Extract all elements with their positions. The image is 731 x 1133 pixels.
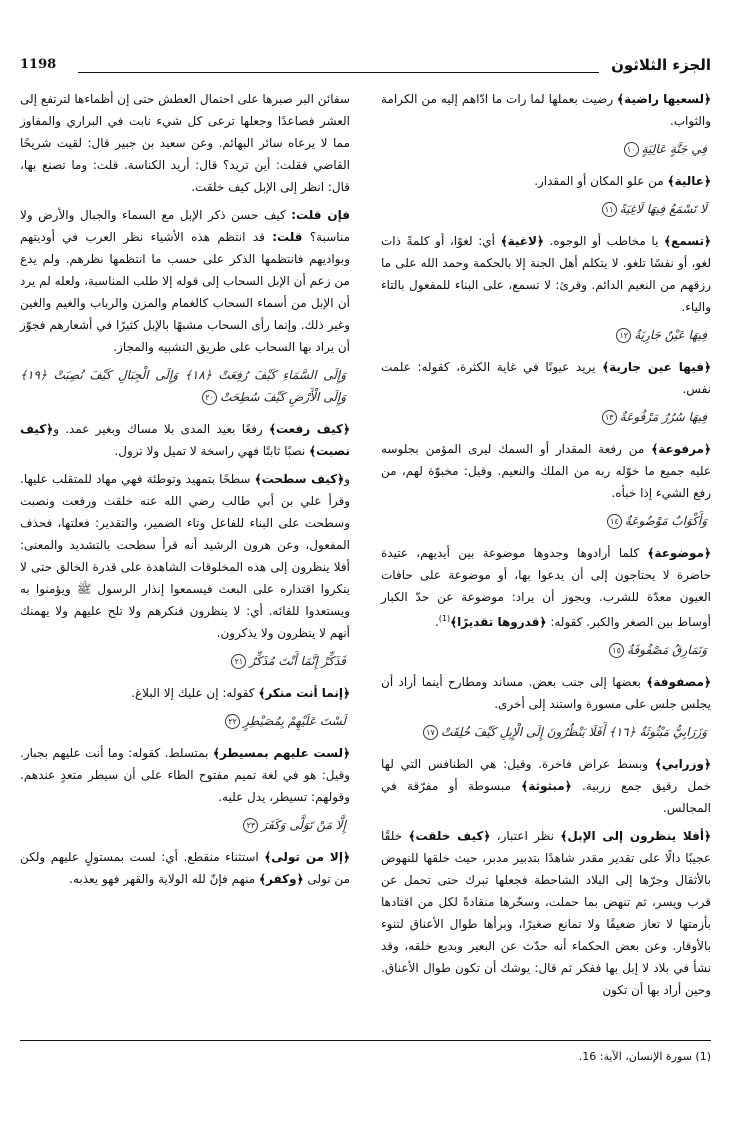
verse-number: ١٣ xyxy=(602,410,617,425)
footnote: (1) سورة الإنسان، الآية: 16. xyxy=(578,1050,711,1063)
page-number: 1198 xyxy=(20,57,57,72)
highlighted-term: ﴿كيف سطحت﴾ xyxy=(254,472,345,486)
left-verse xyxy=(20,814,350,836)
header-rule xyxy=(78,72,599,73)
highlighted-term: ﴿إنما أنت منكر﴾ xyxy=(258,686,350,700)
right-verse xyxy=(381,324,711,346)
highlighted-term: ﴿موضوعة﴾ xyxy=(647,546,711,560)
verse-text: لَا تَسْمَعُ فِيهَا لَاغِيَةً xyxy=(619,202,707,216)
verse-number: ١٢ xyxy=(616,328,631,343)
verse-text: وَإِلَى السَّمَاءِ كَيْفَ رُفِعَتْ ﴿١٨﴾ وَإِلَى الْجِبَالِ كَيْفَ نُصِبَتْ ﴿١٩﴾ وَإِلَى الْأَرْضِ كَيْفَ سُطِحَتْ xyxy=(20,368,346,404)
highlighted-term: ﴿مبثوثة﴾ xyxy=(521,779,572,793)
verse-text: فِي جَنَّةٍ عَالِيَةٍ xyxy=(641,142,707,156)
highlighted-term: ﴿كيف رفعت﴾ xyxy=(268,422,350,436)
verse-number: ١١ xyxy=(602,202,617,217)
verse-text: وَنَمَارِقُ مَصْفُوفَةٌ xyxy=(627,643,707,657)
right-paragraph: ﴿مرفوعة﴾ من رفعة المقدار أو السمك ليرى المؤمن بجلوسه عليه جميع ما خوّله ربه من الملك والنعيم. وقيل: مخبوّة لهم، من رفع الشيء إذا خبأه. xyxy=(381,442,711,500)
verse-number: ١٥ xyxy=(609,643,624,658)
highlighted-term: ﴿عالية﴾ xyxy=(667,174,711,188)
left-paragraph: ﴿إنما أنت منكر﴾ كقوله: إن عليك إلا البلاغ. xyxy=(131,686,350,700)
verse-text: فِيهَا سُرُرٌ مَرْفُوعَةٌ xyxy=(619,410,707,424)
right-paragraph: ﴿لسعيها راضية﴾ رضيت بعملها لما رات ما ادّاهم إليه من الكرامة والثواب. xyxy=(381,92,711,128)
highlighted-term: ﴿فيها عين جارية﴾ xyxy=(602,360,711,374)
verse-text: فَذَكِّرْ إِنَّمَا أَنْتَ مُذَكِّرٌ xyxy=(249,654,346,668)
left-verse xyxy=(20,710,350,732)
left-verse xyxy=(20,364,350,408)
highlighted-term: ﴿قدروها تقديرًا﴾ xyxy=(450,615,547,629)
right-verse xyxy=(381,510,711,532)
left-paragraph: و﴿كيف سطحت﴾ سطحًا بتمهيد وتوطئة فهي مهاد للمتقلب عليها. وقرأ علي بن أبي طالب رضي الله عنه خلقت ورفعت ونصبت وسطحت على البناء للفاعل وتاء الضمير، والتقدير: فعلتها، فحذف المفعول، وعن هرون الرشيد أنه قرأ سطحت بالتشديد والمعنى: أفلا ينظرون إلى هذه المخلوقات الشاهدة على قدرة الخالق حتى لا ينكروا اقتداره على البعث فيسمعوا إنذار الرسول ﷺ ويؤمنوا به ويستعدوا للقائه. أي: لا ينظرون فنكرهم ولا تلح عليهم ولا يهمنك أنهم لا ينظرون ولا يذكرون. xyxy=(20,472,351,640)
left-column xyxy=(20,88,350,896)
verse-text: وَأَكْوَابٌ مَوْضُوعَةٌ xyxy=(624,514,707,528)
right-paragraph: ﴿عالية﴾ من علو المكان أو المقدار. xyxy=(534,174,711,188)
left-verse xyxy=(20,650,350,672)
verse-text: لَسْتَ عَلَيْهِمْ بِمُصَيْطِرٍ xyxy=(243,714,346,728)
left-paragraph: ﴿لست عليهم بمسيطر﴾ بمتسلط. كقوله: وما أنت عليهم بجبار. وقيل: هو في لغة تميم مفتوح الطاء على أن سيطر متعدٍ عندهم. وقولهم: تسيطر، يدل عليه. xyxy=(20,746,350,804)
right-paragraph: ﴿تسمع﴾ يا مخاطب أو الوجوه. ﴿لاغية﴾ أي: لغوًا، أو كلمةً ذات لغو، أو نفسًا تلغو. لا يتكلم أهل الجنة إلا بالحكمة وحمد الله على ما رزقهم من النعيم الدائم. وقرئ: لا تسمع، على البناء للمفعول بالتاء والياء. xyxy=(381,234,711,314)
running-title: الجزء الثلاثون xyxy=(611,56,711,74)
highlighted-term: ﴿كيف خلقت﴾ xyxy=(408,829,491,843)
highlighted-term: ﴿لست عليهم بمسيطر﴾ xyxy=(212,746,350,760)
right-verse xyxy=(381,721,711,743)
page-header xyxy=(20,55,711,79)
left-paragraph: ﴿كيف رفعت﴾ رفعًا بعيد المدى بلا مساك وبغير عمد. و﴿كيف نصبت﴾ نصبًا ثابتًا فهي راسخة لا تميل ولا تزول. xyxy=(20,422,350,458)
right-paragraph: ﴿مصفوفة﴾ بعضها إلى جنب بعض. مساند ومطارح أينما أراد أن يجلس جلس على مسورة واستند إلى أخرى. xyxy=(381,675,711,711)
right-paragraph: ﴿وزرابي﴾ وبسط عراض فاخرة. وقيل: هي الطنافس التي لها خمل رقيق جمع زربية. ﴿مبثوثة﴾ مبسوطة أو مفرّقة في المجالس. xyxy=(381,757,711,815)
highlighted-term: قلت: xyxy=(272,230,303,244)
highlighted-term: ﴿وزرابي﴾ xyxy=(654,757,711,771)
verse-number: ٢٠ xyxy=(202,390,217,405)
right-verse xyxy=(381,198,711,220)
right-paragraph: ﴿أفلا ينظرون إلى الإبل﴾ نظر اعتبار، ﴿كيف خلقت﴾ خلقًا عجيبًا دالًا على تقدير مقدر شاهدًا بتدبير مدبر، حيث خلقها للنهوض بالأثقال وجرّها إلى البلاد الشاحطة فجعلها تبرك حتى تحمل عن قرب ويسر، ثم تنهض بما حملت، وسخّرها منقادةً لكل من اقتادها بأزمتها لا تعاز ضعيفًا ولا تمانع صغيرًا، وبرأها طوال الأعناق لتنوء بالأوقار. وعن بعض الحكماء أنه حدّث عن البعير وبديع خلقه، وقد نشأ في بلاد لا إبل بها ففكر ثم قال: يوشك أن تكون طوال الأعناق. وحين أراد بها أن تكون xyxy=(381,829,712,997)
left-paragraph: ﴿إلا من تولى﴾ استثناء منقطع. أي: لست بمستولٍ عليهم ولكن من تولى ﴿وكفر﴾ منهم فإنّ لله الولاية والقهر فهو يعذبه. xyxy=(20,850,351,886)
highlighted-term: ﴿مصفوفة﴾ xyxy=(646,675,711,689)
highlighted-term: ﴿أفلا ينظرون إلى الإبل﴾ xyxy=(560,829,712,843)
left-paragraph: فإن قلت: كيف حسن ذكر الإبل مع السماء والجبال والأرض ولا مناسبة؟ قلت: قد انتظم هذه الأشياء نظر العرب في أوديتهم وبواديهم فانتظمها الذكر على حسب ما انتظمها نظرهم. ولم يدع من زعم أن الإبل السحاب إلى قوله إلا طلب المناسبة، ولعله لم يرد أن الإبل من أسماء السحاب كالغمام والمزن والرباب والغيم والغين وغير ذلك. وإنما رأى السحاب مشبهًا بالإبل كثيرًا في أشعارهم فجوّز أن يراد بها السحاب على طريق التشبيه والمجاز. xyxy=(20,208,350,354)
footnote-rule xyxy=(20,1040,711,1041)
highlighted-term: ﴿لسعيها راضية﴾ xyxy=(617,92,711,106)
verse-number: ٢٢ xyxy=(225,714,240,729)
highlighted-term: ﴿تسمع﴾ xyxy=(663,234,711,248)
highlighted-term: ﴿مرفوعة﴾ xyxy=(651,442,711,456)
right-paragraph: ﴿موضوعة﴾ كلما أرادوها وجدوها موضوعة بين أيديهم، عتيدة حاضرة لا يحتاجون إلى أن يدعوا بها، أو موضوعة على حافات العيون معدّة للشرب. ويجوز أن يراد: موضوعة عن حدّ الكبار أوساط بين الصغر والكبر. كقوله: ﴿قدروها تقديرًا﴾$^{(1)}$. xyxy=(381,546,711,629)
left-paragraph: سفائن البر صبرها على احتمال العطش حتى إن أظماءها لترتفع إلى العشر فصاعدًا وجعلها ترعى كل شيء نابت في البراري والمفاوز مما لا يرعاه سائر البهائم. وعن سعيد بن جبير قال: لقيت شريحًا القاضي فقلت: أين تريد؟ قال: أريد الكناسة. قلت: وما تصنع بها، قال: انظر إلى الإبل كيف خلقت. xyxy=(20,92,350,194)
verse-number: ١٠ xyxy=(624,142,639,157)
verse-text: فِيهَا عَيْنٌ جَارِيَةٌ xyxy=(634,328,707,342)
verse-number: ١٧ xyxy=(423,725,438,740)
verse-text: وَزَرَابِيُّ مَبْثُوثَةٌ ﴿١٦﴾ أَفَلَا يَنْظُرُونَ إِلَى الْإِبِلِ كَيْفَ خُلِقَتْ xyxy=(440,725,707,739)
highlighted-term: ﴿لاغية﴾ xyxy=(500,234,544,248)
highlighted-term: ﴿إلا من تولى﴾ xyxy=(264,850,351,864)
highlighted-term: فإن قلت: xyxy=(291,208,350,222)
right-verse xyxy=(381,406,711,428)
right-verse xyxy=(381,138,711,160)
right-verse xyxy=(381,639,711,661)
verse-text: إِلَّا مَنْ تَوَلَّى وَكَفَرَ xyxy=(261,818,346,832)
verse-number: ٢١ xyxy=(231,654,246,669)
right-column xyxy=(381,88,711,1007)
highlighted-term: ﴿كيف نصبت﴾ xyxy=(20,422,350,458)
highlighted-term: ﴿وكفر﴾ xyxy=(259,872,304,886)
footnote-reference: (1) xyxy=(438,614,451,623)
verse-number: ١٤ xyxy=(607,514,622,529)
right-paragraph: ﴿فيها عين جارية﴾ يريد عيونًا في غاية الكثرة، كقوله: علمت نفس. xyxy=(381,360,711,396)
verse-number: ٢٣ xyxy=(243,818,258,833)
